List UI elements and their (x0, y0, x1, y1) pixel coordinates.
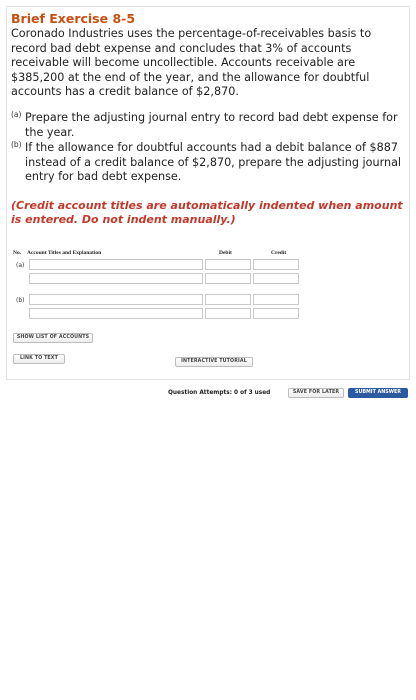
save-for-later-button[interactable]: SAVE FOR LATER (288, 388, 344, 398)
row-b1-credit-input[interactable] (253, 294, 299, 305)
header-debit: Debit (219, 250, 232, 256)
header-no: No. (13, 250, 22, 256)
part-b-text: If the allowance for doubtful accounts had a debit balance of $887 instead of a credit balance of $2,870, prepare the adjusting journal entry for bad debt expense. (25, 141, 402, 183)
row-a1-account-input[interactable] (29, 259, 203, 270)
row-a1-debit-input[interactable] (205, 259, 251, 270)
link-to-text-button[interactable]: LINK TO TEXT (13, 354, 65, 364)
row-a2-credit-input[interactable] (253, 273, 299, 284)
row-b-label: (b) (16, 297, 25, 304)
row-a2-debit-input[interactable] (205, 273, 251, 284)
exercise-title: Brief Exercise 8-5 (11, 11, 136, 26)
indent-note: (Credit account titles are automatically indented when amount is entered. Do not indent manually.) (11, 199, 403, 226)
attempts-text: Question Attempts: 0 of 3 used (168, 390, 271, 396)
row-a-label: (a) (16, 262, 25, 269)
submit-answer-button[interactable]: SUBMIT ANSWER (348, 388, 408, 398)
row-a1-credit-input[interactable] (253, 259, 299, 270)
show-accounts-button[interactable]: SHOW LIST OF ACCOUNTS (13, 333, 93, 343)
part-b-mark: (b) (11, 140, 22, 149)
part-b (11, 141, 407, 185)
part-a-text: Prepare the adjusting journal entry to record bad debt expense for the year. (25, 111, 398, 139)
header-credit: Credit (271, 250, 287, 256)
row-a2-account-input[interactable] (29, 273, 203, 284)
interactive-tutorial-button[interactable]: INTERACTIVE TUTORIAL (175, 357, 253, 367)
row-b2-account-input[interactable] (29, 308, 203, 319)
row-b1-account-input[interactable] (29, 294, 203, 305)
part-a-mark: (a) (11, 110, 22, 119)
row-b1-debit-input[interactable] (205, 294, 251, 305)
exercise-intro: Coronado Industries uses the percentage-of-receivables basis to record bad debt expense and concludes that 3% of accounts receivable will become uncollectible. Accounts receivable are $385,200 at the end of the year, and the allowance for doubtful accounts has a credit balance of $2,870. (11, 27, 372, 98)
part-a (11, 111, 407, 140)
row-b2-debit-input[interactable] (205, 308, 251, 319)
header-account: Account Titles and Explanation (27, 250, 102, 256)
row-b2-credit-input[interactable] (253, 308, 299, 319)
exercise-panel (6, 6, 410, 380)
